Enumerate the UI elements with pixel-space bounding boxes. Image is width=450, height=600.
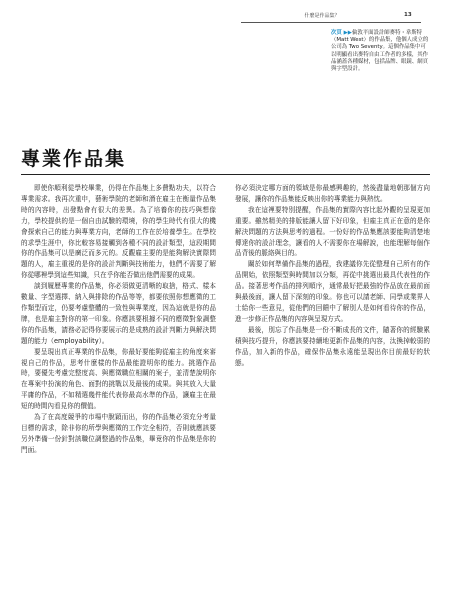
body-column-left xyxy=(21,183,216,593)
header-divider xyxy=(241,22,421,23)
section-title: 專業作品集 xyxy=(21,148,127,170)
paragraph: 最後，別忘了作品集是一份不斷成長的文件，隨著你的經驗累積與技巧提升，你應該要持續地更新作品集的內容，汰換掉較弱的作品，加入新的作品，確保作品集永遠能呈現出你目前最好的狀態。 xyxy=(235,325,430,367)
body-column-right xyxy=(235,183,430,593)
image-caption xyxy=(331,30,429,73)
section-title-divider xyxy=(21,174,430,175)
paragraph: 即使你順利從學校畢業，仍得在作品集上多費點功夫，以符合專業需求。我再次重申，藝術學院的老師和潛在雇主在衡量作品集時的內容時，出發點會有很大的差異。為了培養你的技巧與想像力，學校提供的是一個自由試驗的環境，你的學生時代有很大的機會探索自己的能力與專業方向，老師的工作在於培養學生。在學校的求學生涯中，你比較容易接觸到各種不同的設計類型，這段期間你的作品集可以是廣泛而多元的。反觀雇主要的是能夠解決實際問題的人，雇主重視的是你的設計判斷與技術能力，他們不需要了解你從哪裡學到這些知識，只在乎你能否做出他們需要的成果。 xyxy=(21,184,216,280)
page-number: 13 xyxy=(404,12,412,18)
running-header-title: 什麼是作品集？ xyxy=(304,13,340,19)
paragraph: 談到履歷專業的作品集，你必須做更清晰的取捨，格式、樣本數量、字型選擇、納入與排除的作品等等，都要依照你想應徵的工作類型而定，仍要考慮整體的一致性與專業度，因為這就是你的品牌，也是雇主對你的第一印象。你應該要根據不同的應徵對象調整你的作品集，請務必記得你要展示的是成熟的設計判斷力與解決問題的能力（employability）。 xyxy=(21,282,216,345)
paragraph: 我在這裡要特別提醒，作品集的實際內容比起外觀的呈現更加重要。雖然精美的排版能讓人留下好印象，但雇主真正在意的是你解決問題的方法與思考的過程。一份好的作品集應該要能夠清楚地傳達你的設計理念，讓看的人不需要你在場解說，也能理解每個作品背後的脈絡與目的。 xyxy=(235,205,430,258)
paragraph: 你必須決定哪方面的領域是你最感興趣的，然後盡量地朝那個方向發展，讓你的作品集能反映出你的專業能力與熱忱。 xyxy=(235,184,430,203)
paragraph: 要呈現出真正專業的作品集，你最好要能夠從雇主的角度來審視自己的作品，思考什麼樣的作品最能證明你的能力。挑選作品時，要優先考慮完整度高、與應徵職位相關的案子，並清楚說明你在專案中扮演的角色、面對的挑戰以及最後的成果。與其放入大量平庸的作品，不如精選幾件能代表你最高水準的作品，讓雇主在最短的時間內看見你的價值。 xyxy=(21,347,216,411)
caption-text: 倫敦平面設計師麥特・韋斯特（Matt West）的作品集，他個人成立的公司為 Two Seventy。這個作品集中可以明顯看出麥特自由工作者的多樣，其作品涵蓋各種媒材，包括品牌、眼鏡、網頁與字型設計。 xyxy=(331,30,429,73)
caption-lead-arrow: 次頁 ▶▶ xyxy=(331,30,352,36)
paragraph: 為了在高度競爭的市場中脫穎而出，你的作品集必須充分考量目標的需求，除非你的所學與應徵的工作完全相符，否則就應該要另外準備一份針對該職位調整過的作品集，畢竟你的作品集是你的門面。 xyxy=(21,413,216,454)
paragraph: 關於如何準備作品集的過程，我建議你先從整理自己所有的作品開始，依照類型與時間加以分類，再從中挑選出最具代表性的作品。接著思考作品的排列順序，通常最好把最強的作品放在最前面與最後面，讓人留下深刻的印象。你也可以請老師、同學或業界人士給你一些意見，從他們的回饋中了解別人是如何看待你的作品，進一步修正作品集的內容與呈現方式。 xyxy=(235,260,430,323)
